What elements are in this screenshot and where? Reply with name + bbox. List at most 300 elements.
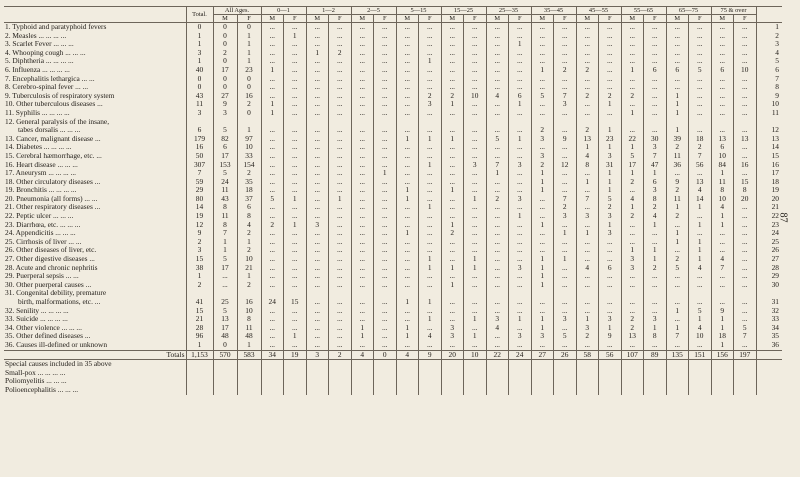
value-cell: ... bbox=[689, 100, 712, 109]
empty-cell bbox=[351, 118, 374, 127]
cause-label: 33. Suicide ... ... ... ... bbox=[5, 315, 68, 324]
empty-cell bbox=[351, 360, 374, 369]
value-cell: ... bbox=[306, 66, 329, 75]
value-cell: ... bbox=[306, 229, 329, 238]
value-cell: 0 bbox=[213, 23, 237, 32]
value-cell: ... bbox=[329, 238, 352, 247]
value-cell: ... bbox=[306, 40, 329, 49]
value-cell: ... bbox=[644, 49, 667, 58]
empty-cell bbox=[666, 289, 689, 298]
value-cell: 10 bbox=[237, 307, 261, 316]
value-cell: 2 bbox=[621, 324, 644, 333]
female-header: F bbox=[284, 15, 307, 23]
value-cell: ... bbox=[261, 83, 284, 92]
value-cell: 29 bbox=[186, 186, 213, 195]
value-cell: ... bbox=[464, 49, 487, 58]
value-cell: 9 bbox=[599, 332, 622, 341]
empty-cell bbox=[329, 377, 352, 386]
value-cell: 2 bbox=[441, 92, 464, 101]
value-cell: 1 bbox=[666, 238, 689, 247]
empty-cell bbox=[237, 289, 261, 298]
value-cell: 22 bbox=[621, 135, 644, 144]
value-cell: ... bbox=[284, 324, 307, 333]
empty-cell bbox=[734, 386, 757, 395]
value-cell: ... bbox=[644, 109, 667, 118]
value-cell: ... bbox=[419, 341, 442, 350]
value-cell: ... bbox=[464, 281, 487, 290]
value-cell: ... bbox=[284, 161, 307, 170]
age-group-header: 35—45 bbox=[531, 7, 576, 15]
empty-cell bbox=[306, 360, 329, 369]
row-index: 1 bbox=[756, 23, 782, 32]
value-cell: ... bbox=[509, 186, 532, 195]
age-group-header: 55—65 bbox=[621, 7, 666, 15]
value-cell: 14 bbox=[186, 203, 213, 212]
value-cell: ... bbox=[689, 169, 712, 178]
value-cell: ... bbox=[531, 195, 554, 204]
value-cell: 7 bbox=[711, 264, 734, 273]
empty-cell bbox=[186, 118, 213, 127]
value-cell: ... bbox=[261, 272, 284, 281]
value-cell: ... bbox=[666, 246, 689, 255]
value-cell: ... bbox=[599, 246, 622, 255]
empty-cell bbox=[306, 377, 329, 386]
empty-cell bbox=[531, 118, 554, 127]
value-cell: 3 bbox=[186, 109, 213, 118]
female-header: F bbox=[689, 15, 712, 23]
value-cell: ... bbox=[486, 75, 509, 84]
value-cell: ... bbox=[441, 272, 464, 281]
value-cell: ... bbox=[644, 100, 667, 109]
value-cell: ... bbox=[464, 212, 487, 221]
value-cell: ... bbox=[734, 307, 757, 316]
value-cell: 1 bbox=[186, 57, 213, 66]
empty-cell bbox=[237, 360, 261, 369]
male-header: M bbox=[576, 15, 599, 23]
value-cell: 11 bbox=[711, 178, 734, 187]
row-index: 12 bbox=[756, 126, 782, 135]
value-cell: ... bbox=[486, 109, 509, 118]
value-cell: ... bbox=[464, 238, 487, 247]
value-cell: 1 bbox=[237, 341, 261, 350]
value-cell: ... bbox=[441, 126, 464, 135]
value-cell: ... bbox=[711, 246, 734, 255]
empty-cell bbox=[374, 369, 397, 378]
value-cell: ... bbox=[689, 272, 712, 281]
value-cell: 1 bbox=[396, 229, 419, 238]
value-cell: ... bbox=[576, 57, 599, 66]
value-cell: ... bbox=[486, 332, 509, 341]
value-cell: ... bbox=[599, 23, 622, 32]
value-cell: ... bbox=[374, 281, 397, 290]
value-cell: 5 bbox=[621, 152, 644, 161]
value-cell: ... bbox=[261, 332, 284, 341]
value-cell: 21 bbox=[186, 315, 213, 324]
value-cell: ... bbox=[374, 246, 397, 255]
value-cell: 4 bbox=[689, 264, 712, 273]
value-cell: ... bbox=[666, 341, 689, 350]
value-cell: ... bbox=[306, 315, 329, 324]
empty-cell bbox=[284, 118, 307, 127]
special-cause-item-row bbox=[4, 369, 782, 378]
value-cell: ... bbox=[711, 272, 734, 281]
value-cell: 9 bbox=[666, 178, 689, 187]
special-cause-item: Poliomyelitis ... ... ... bbox=[5, 377, 67, 386]
value-cell: ... bbox=[261, 324, 284, 333]
value-cell: 10 bbox=[237, 143, 261, 152]
row-index: 29 bbox=[756, 272, 782, 281]
value-cell: ... bbox=[531, 40, 554, 49]
value-cell: ... bbox=[531, 83, 554, 92]
empty-cell bbox=[531, 369, 554, 378]
table-row bbox=[4, 307, 782, 316]
value-cell: ... bbox=[441, 341, 464, 350]
table-row bbox=[4, 143, 782, 152]
row-index: 36 bbox=[756, 341, 782, 350]
value-cell: 1 bbox=[396, 332, 419, 341]
value-cell: 23 bbox=[599, 135, 622, 144]
empty-cell bbox=[644, 289, 667, 298]
value-cell: ... bbox=[464, 178, 487, 187]
value-cell: 6 bbox=[213, 143, 237, 152]
value-cell: ... bbox=[374, 324, 397, 333]
value-cell: ... bbox=[374, 341, 397, 350]
empty-cell bbox=[306, 369, 329, 378]
empty-cell bbox=[396, 289, 419, 298]
value-cell: ... bbox=[284, 186, 307, 195]
value-cell: ... bbox=[329, 92, 352, 101]
value-cell: 153 bbox=[213, 161, 237, 170]
value-cell: 1 bbox=[666, 229, 689, 238]
value-cell: ... bbox=[419, 186, 442, 195]
cause-label: 19. Bronchitis ... ... ... ... bbox=[5, 186, 77, 195]
row-index: 17 bbox=[756, 169, 782, 178]
value-cell: ... bbox=[554, 143, 577, 152]
value-cell: ... bbox=[261, 161, 284, 170]
value-cell: ... bbox=[419, 152, 442, 161]
value-cell: ... bbox=[486, 152, 509, 161]
empty-cell bbox=[644, 369, 667, 378]
empty-cell bbox=[261, 369, 284, 378]
value-cell: ... bbox=[329, 135, 352, 144]
value-cell: 1 bbox=[419, 264, 442, 273]
value-cell: 17 bbox=[213, 324, 237, 333]
empty-cell bbox=[644, 118, 667, 127]
empty-cell bbox=[666, 360, 689, 369]
cause-label: 17. Aneurysm ... ... ... ... bbox=[5, 169, 77, 178]
value-cell: ... bbox=[374, 307, 397, 316]
value-cell: ... bbox=[464, 186, 487, 195]
table-row bbox=[4, 186, 782, 195]
total-value-cell: 197 bbox=[734, 350, 757, 360]
value-cell: ... bbox=[509, 221, 532, 230]
value-cell: ... bbox=[351, 298, 374, 307]
age-group-header: 0—1 bbox=[261, 7, 306, 15]
value-cell: ... bbox=[554, 238, 577, 247]
empty-cell bbox=[756, 289, 782, 298]
value-cell: 2 bbox=[261, 221, 284, 230]
value-cell: ... bbox=[464, 229, 487, 238]
value-cell: 1 bbox=[531, 255, 554, 264]
value-cell: 3 bbox=[509, 195, 532, 204]
value-cell: ... bbox=[531, 57, 554, 66]
value-cell: ... bbox=[351, 152, 374, 161]
table-row bbox=[4, 341, 782, 350]
value-cell: ... bbox=[689, 298, 712, 307]
empty-cell bbox=[554, 289, 577, 298]
value-cell: 31 bbox=[599, 161, 622, 170]
value-cell: ... bbox=[441, 152, 464, 161]
value-cell: 1 bbox=[419, 298, 442, 307]
table-row bbox=[4, 332, 782, 341]
empty-cell bbox=[486, 118, 509, 127]
empty-cell bbox=[186, 360, 213, 369]
value-cell: 28 bbox=[186, 324, 213, 333]
row-index: 6 bbox=[756, 66, 782, 75]
value-cell: ... bbox=[306, 23, 329, 32]
row-index: 4 bbox=[756, 49, 782, 58]
value-cell: ... bbox=[374, 57, 397, 66]
empty-cell bbox=[711, 386, 734, 395]
value-cell: 3 bbox=[213, 109, 237, 118]
value-cell: ... bbox=[306, 186, 329, 195]
total-value-cell: 156 bbox=[711, 350, 734, 360]
value-cell: ... bbox=[396, 49, 419, 58]
value-cell: ... bbox=[329, 32, 352, 41]
value-cell: 7 bbox=[689, 152, 712, 161]
male-header: M bbox=[666, 15, 689, 23]
value-cell: ... bbox=[306, 341, 329, 350]
value-cell: ... bbox=[441, 23, 464, 32]
value-cell: 1 bbox=[621, 143, 644, 152]
value-cell: 3 bbox=[509, 264, 532, 273]
empty-cell bbox=[306, 289, 329, 298]
value-cell: ... bbox=[689, 109, 712, 118]
value-cell: ... bbox=[666, 75, 689, 84]
value-cell: ... bbox=[509, 23, 532, 32]
table-row bbox=[4, 238, 782, 247]
female-header: F bbox=[464, 15, 487, 23]
value-cell: ... bbox=[486, 212, 509, 221]
value-cell: ... bbox=[284, 229, 307, 238]
empty-cell bbox=[599, 360, 622, 369]
empty-cell bbox=[329, 289, 352, 298]
value-cell: ... bbox=[261, 57, 284, 66]
male-header: M bbox=[261, 15, 284, 23]
value-cell: 4 bbox=[576, 264, 599, 273]
value-cell: ... bbox=[396, 169, 419, 178]
cause-label: 8. Cerebro-spinal fever ... ... bbox=[5, 83, 89, 92]
value-cell: ... bbox=[599, 341, 622, 350]
value-cell: ... bbox=[284, 109, 307, 118]
empty-cell bbox=[621, 118, 644, 127]
female-header: F bbox=[329, 15, 352, 23]
empty-cell bbox=[213, 377, 237, 386]
empty-cell bbox=[374, 377, 397, 386]
value-cell: ... bbox=[509, 66, 532, 75]
value-cell: ... bbox=[531, 341, 554, 350]
value-cell: ... bbox=[351, 178, 374, 187]
empty-cell bbox=[419, 369, 442, 378]
value-cell: ... bbox=[306, 238, 329, 247]
value-cell: 8 bbox=[237, 315, 261, 324]
value-cell: ... bbox=[441, 143, 464, 152]
value-cell: 4 bbox=[621, 195, 644, 204]
value-cell: 1 bbox=[419, 255, 442, 264]
value-cell: ... bbox=[554, 169, 577, 178]
empty-cell bbox=[531, 360, 554, 369]
cause-label: 22. Peptic ulcer ... ... ... bbox=[5, 212, 74, 221]
value-cell: 0 bbox=[237, 109, 261, 118]
value-cell: ... bbox=[441, 203, 464, 212]
cause-label: 30. Other puerperal causes ... bbox=[5, 280, 92, 289]
value-cell: ... bbox=[509, 272, 532, 281]
value-cell: 1 bbox=[554, 255, 577, 264]
value-cell: 2 bbox=[621, 92, 644, 101]
value-cell: 7 bbox=[486, 161, 509, 170]
value-cell: ... bbox=[621, 298, 644, 307]
cause-label: 36. Causes ill-defined or unknown bbox=[5, 340, 108, 349]
value-cell: ... bbox=[284, 272, 307, 281]
value-cell: ... bbox=[734, 341, 757, 350]
value-cell: ... bbox=[261, 203, 284, 212]
value-cell: 2 bbox=[237, 246, 261, 255]
value-cell: ... bbox=[599, 49, 622, 58]
row-index: 34 bbox=[756, 324, 782, 333]
value-cell: 1 bbox=[599, 186, 622, 195]
value-cell: ... bbox=[621, 75, 644, 84]
value-cell: ... bbox=[261, 255, 284, 264]
value-cell: ... bbox=[486, 238, 509, 247]
value-cell: 1 bbox=[621, 246, 644, 255]
empty-cell bbox=[554, 377, 577, 386]
all-ages-header: All Ages. bbox=[213, 7, 261, 15]
value-cell: ... bbox=[644, 92, 667, 101]
value-cell: ... bbox=[621, 341, 644, 350]
value-cell: ... bbox=[711, 75, 734, 84]
value-cell: ... bbox=[441, 298, 464, 307]
value-cell: ... bbox=[374, 126, 397, 135]
male-header: M bbox=[213, 15, 237, 23]
value-cell: ... bbox=[441, 212, 464, 221]
empty-cell bbox=[756, 377, 782, 386]
empty-cell bbox=[509, 118, 532, 127]
value-cell: ... bbox=[284, 341, 307, 350]
value-cell: 1 bbox=[531, 66, 554, 75]
value-cell: 2 bbox=[644, 264, 667, 273]
value-cell: ... bbox=[599, 75, 622, 84]
value-cell: ... bbox=[306, 152, 329, 161]
value-cell: 3 bbox=[621, 264, 644, 273]
value-cell: 9 bbox=[186, 229, 213, 238]
empty-cell bbox=[306, 386, 329, 395]
value-cell: 37 bbox=[237, 195, 261, 204]
value-cell: 2 bbox=[599, 92, 622, 101]
cause-label: 26. Other diseases of liver, etc. bbox=[5, 246, 97, 255]
empty-cell bbox=[599, 289, 622, 298]
value-cell: 3 bbox=[554, 100, 577, 109]
value-cell: ... bbox=[306, 195, 329, 204]
value-cell: ... bbox=[486, 203, 509, 212]
empty-cell bbox=[186, 386, 213, 395]
row-index: 16 bbox=[756, 161, 782, 170]
value-cell: ... bbox=[419, 324, 442, 333]
total-value-cell: 4 bbox=[396, 350, 419, 360]
value-cell: 1 bbox=[711, 221, 734, 230]
value-cell: ... bbox=[284, 152, 307, 161]
value-cell: ... bbox=[599, 298, 622, 307]
value-cell: ... bbox=[554, 49, 577, 58]
value-cell: ... bbox=[284, 100, 307, 109]
value-cell: 1 bbox=[531, 186, 554, 195]
value-cell: ... bbox=[599, 40, 622, 49]
value-cell: 1 bbox=[576, 178, 599, 187]
value-cell: ... bbox=[329, 66, 352, 75]
value-cell: 1 bbox=[419, 161, 442, 170]
table-row bbox=[4, 246, 782, 255]
value-cell: ... bbox=[329, 126, 352, 135]
value-cell: ... bbox=[464, 307, 487, 316]
value-cell: ... bbox=[284, 203, 307, 212]
value-cell: ... bbox=[306, 169, 329, 178]
value-cell: ... bbox=[621, 307, 644, 316]
row-index: 22 bbox=[756, 212, 782, 221]
empty-cell bbox=[734, 377, 757, 386]
value-cell: 1 bbox=[419, 203, 442, 212]
value-cell: ... bbox=[329, 221, 352, 230]
value-cell: ... bbox=[441, 169, 464, 178]
empty-cell bbox=[396, 377, 419, 386]
value-cell: ... bbox=[261, 40, 284, 49]
value-cell: ... bbox=[621, 238, 644, 247]
value-cell: ... bbox=[531, 238, 554, 247]
value-cell: ... bbox=[396, 246, 419, 255]
total-value-cell: 1,153 bbox=[186, 350, 213, 360]
value-cell: ... bbox=[734, 109, 757, 118]
row-index: 27 bbox=[756, 255, 782, 264]
empty-cell bbox=[374, 360, 397, 369]
empty-cell bbox=[621, 377, 644, 386]
value-cell: 5 bbox=[261, 195, 284, 204]
value-cell: ... bbox=[531, 109, 554, 118]
value-cell: 7 bbox=[213, 229, 237, 238]
row-index: 33 bbox=[756, 315, 782, 324]
value-cell: 1 bbox=[531, 272, 554, 281]
cause-label: 9. Tuberculosis of respiratory system bbox=[5, 91, 115, 100]
value-cell: 3 bbox=[531, 135, 554, 144]
value-cell: ... bbox=[284, 135, 307, 144]
empty-cell bbox=[689, 289, 712, 298]
value-cell: ... bbox=[621, 100, 644, 109]
value-cell: ... bbox=[621, 281, 644, 290]
value-cell: ... bbox=[351, 100, 374, 109]
value-cell: 10 bbox=[464, 92, 487, 101]
value-cell: ... bbox=[306, 212, 329, 221]
empty-cell bbox=[666, 118, 689, 127]
value-cell: 2 bbox=[441, 229, 464, 238]
value-cell: 3 bbox=[531, 332, 554, 341]
value-cell: ... bbox=[666, 40, 689, 49]
value-cell: 1 bbox=[711, 341, 734, 350]
empty-cell bbox=[396, 386, 419, 395]
value-cell: ... bbox=[531, 246, 554, 255]
value-cell: ... bbox=[621, 32, 644, 41]
value-cell: 3 bbox=[509, 161, 532, 170]
value-cell: ... bbox=[374, 23, 397, 32]
value-cell: ... bbox=[419, 83, 442, 92]
value-cell: 1 bbox=[396, 324, 419, 333]
value-cell: 7 bbox=[666, 332, 689, 341]
